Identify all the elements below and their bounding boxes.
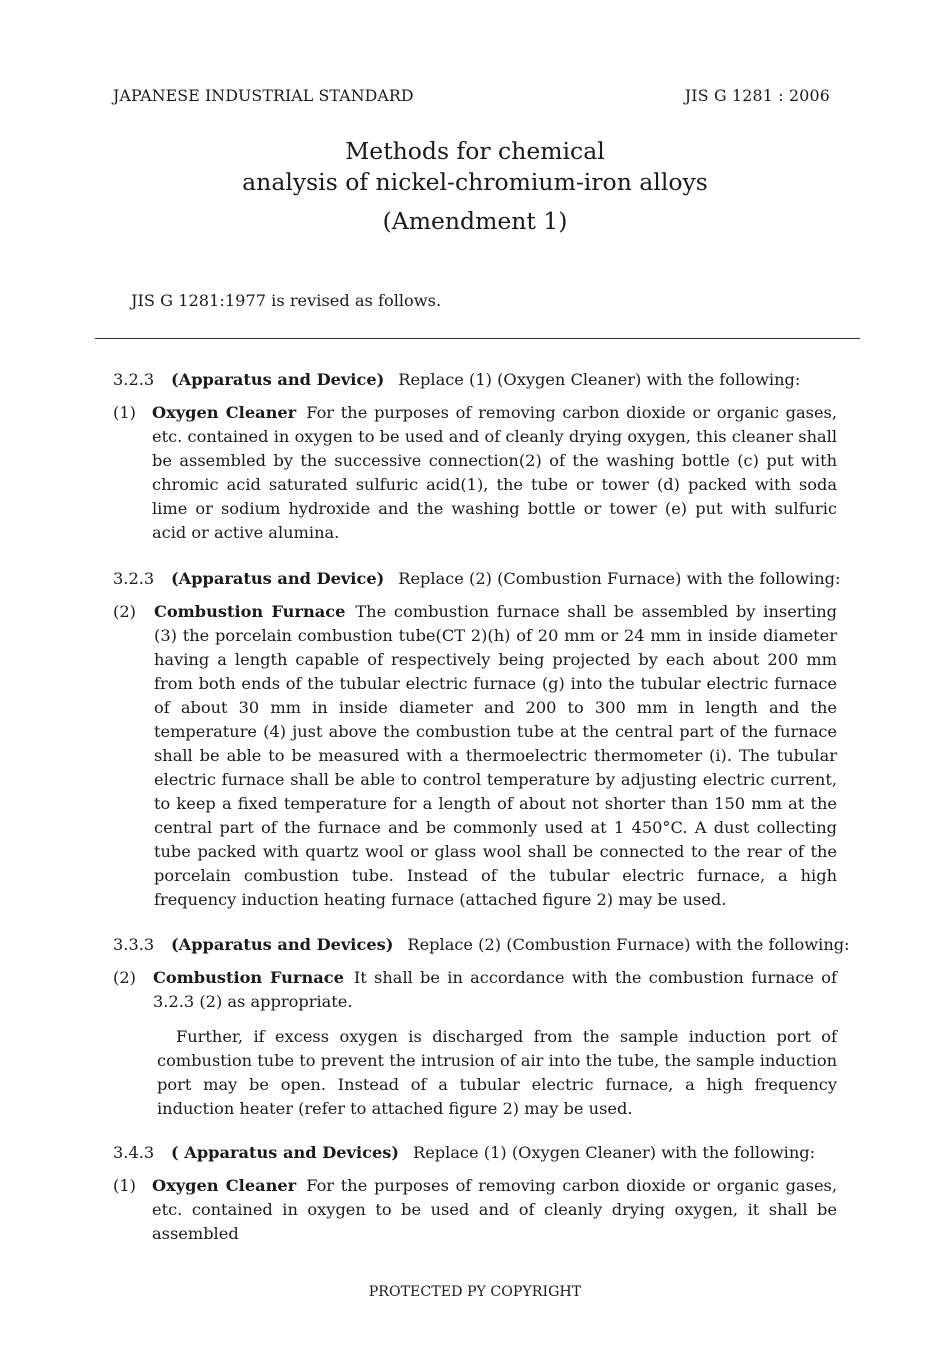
item-marker: (2) [113,968,136,987]
header-standard-number: JIS G 1281 : 2006 [684,86,830,105]
amendment-item [113,966,837,1014]
item-title: Combustion Furnace [153,968,344,987]
item-text: The combustion furnace shall be assembled by inserting (3) the porcelain combustion tube(CT 2)(h) of 20 mm or 24 mm in inside diameter having a length capable of respectively being projected by each about 200 mm from both ends of the tubular electric furnace (g) into the tubular electric furnace of about 30 mm in inside diameter and 200 to 300 mm in length and the temperature (4) just above the combustion tube at the central part of the furnace shall be able to be measured with a thermoelectric thermometer (i). The tubular electric furnace shall be able to control temperature by adjusting electric current, to keep a fixed temperature for a length of about not shorter than 150 mm at the central part of the furnace and be commonly used at 1 450°C. A dust collecting tube packed with quartz wool or glass wool shall be connected to the rear of the porcelain combustion tube. Instead of the tubular electric furnace, a high frequency induction heating furnace (attached figure 2) may be used. [154,602,837,909]
section-instruction: Replace (1) (Oxygen Cleaner) with the following: [398,370,801,389]
section-title: (Apparatus and Device) [171,569,385,588]
item-marker: (1) [113,1176,136,1195]
title-line-3: (Amendment 1) [382,207,568,235]
item-marker: (1) [113,403,136,422]
amendment-item [113,401,837,545]
title-line-1: Methods for chemical [345,137,605,165]
horizontal-divider [95,338,860,339]
item-title: Oxygen Cleaner [152,1176,297,1195]
section-number: 3.2.3 [113,569,155,588]
section-title: (Apparatus and Device) [171,370,385,389]
section-instruction: Replace (2) (Combustion Furnace) with the following: [398,569,841,588]
item-text: For the purposes of removing carbon dioxide or organic gases, etc. contained in oxygen to be used and of cleanly drying oxygen, it shall be assembled [152,1176,837,1243]
section-instruction: Replace (2) (Combustion Furnace) with the following: [407,935,850,954]
item-title: Combustion Furnace [154,602,346,621]
item-title: Oxygen Cleaner [152,403,297,422]
section-title: (Apparatus and Devices) [171,935,394,954]
item-marker: (2) [113,602,136,621]
amendment-item [113,1174,837,1246]
item-text: For the purposes of removing carbon dioxide or organic gases, etc. contained in oxygen to be used and of cleanly drying oxygen, this cleaner shall be assembled by the successive connection(2) of the washing bottle (c) put with chromic acid saturated sulfuric acid(1), the tube or tower (d) packed with soda lime or sodium hydroxide and the washing bottle or tower (e) put with sulfuric acid or active alumina. [152,403,837,542]
intro-text: JIS G 1281:1977 is revised as follows. [131,291,442,310]
section-heading [113,569,840,588]
section-heading [113,370,800,389]
section-heading [113,1143,815,1162]
section-heading [113,935,850,954]
item-text: It shall be in accordance with the combustion furnace of 3.2.3 (2) as appropriate. [153,968,837,1011]
copyright-footer: PROTECTED PY COPYRIGHT [368,1284,582,1300]
section-number: 3.2.3 [113,370,155,389]
section-number: 3.4.3 [113,1143,155,1162]
section-title: ( Apparatus and Devices) [171,1143,400,1162]
header-standard-label: JAPANESE INDUSTRIAL STANDARD [113,86,414,105]
amendment-item [113,600,837,912]
title-line-2: analysis of nickel-chromium-iron alloys [242,168,708,196]
section-instruction: Replace (1) (Oxygen Cleaner) with the following: [413,1143,816,1162]
section-number: 3.3.3 [113,935,155,954]
item-extra-paragraph: Further, if excess oxygen is discharged from the sample induction port of combustion tube to prevent the intrusion of air into the tube, the sample induction port may be open. Instead of a tubular electric furnace, a high frequency induction heater (refer to attached figure 2) may be used. [157,1027,837,1118]
